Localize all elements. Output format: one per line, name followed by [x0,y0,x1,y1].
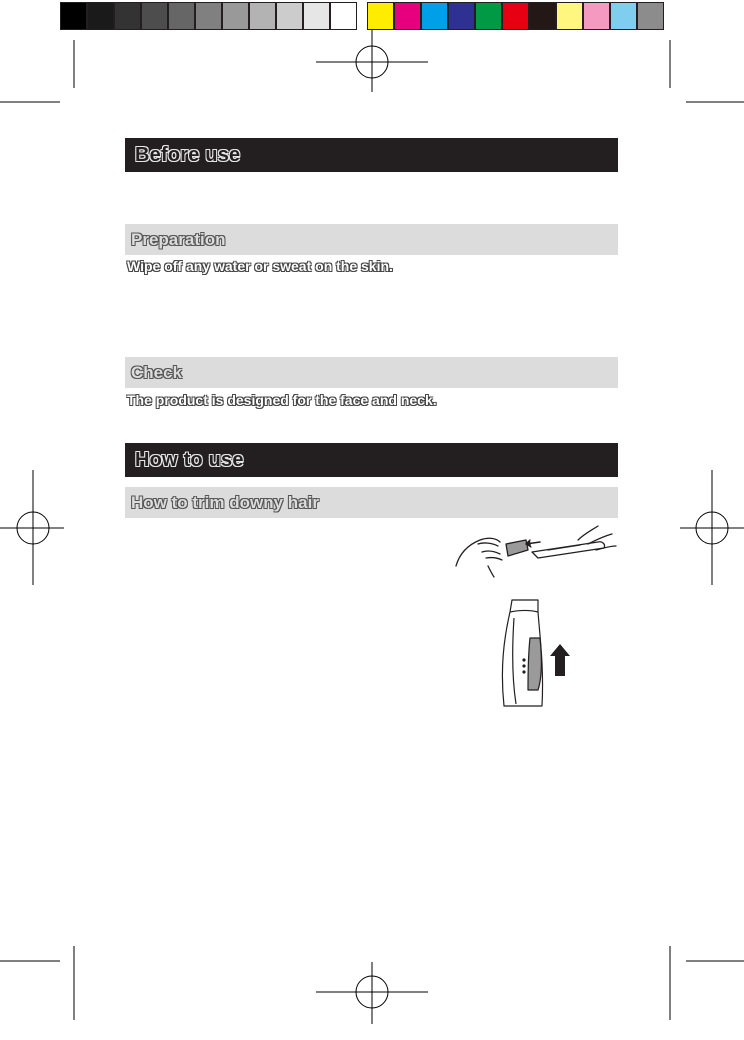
color-swatch [394,2,421,30]
subsection-header-trim [125,487,618,518]
gray-swatch [222,2,249,30]
section-title: Before use [135,144,241,166]
device-switch-up-illustration [490,598,576,708]
color-swatch [367,2,394,30]
subsection-header-check [125,357,618,388]
color-swatch [421,2,448,30]
preparation-text: Wipe off any water or sweat on the skin. [127,258,393,274]
section-header-how-to-use [125,443,618,477]
gray-swatch [249,2,276,30]
hand-removing-cap-illustration [448,522,618,578]
gray-swatch [330,2,357,30]
color-swatch [556,2,583,30]
color-swatch [529,2,556,30]
section-title: How to use [135,449,244,471]
subsection-header-preparation [125,224,618,255]
gray-swatch [87,2,114,30]
color-swatch [475,2,502,30]
gray-swatch [114,2,141,30]
section-header-before-use [125,138,618,172]
color-swatch [637,2,664,30]
subsection-title: Check [131,363,183,382]
color-swatch [583,2,610,30]
subsection-title: Preparation [131,230,226,249]
gray-swatch [60,2,87,30]
subsection-title: How to trim downy hair [131,493,319,512]
gray-swatch [303,2,330,30]
gray-swatch [276,2,303,30]
gray-swatch [195,2,222,30]
check-text: The product is designed for the face and neck. [127,392,437,408]
color-swatch [610,2,637,30]
color-swatch [502,2,529,30]
gray-swatch [168,2,195,30]
color-swatch [448,2,475,30]
gray-swatch [141,2,168,30]
